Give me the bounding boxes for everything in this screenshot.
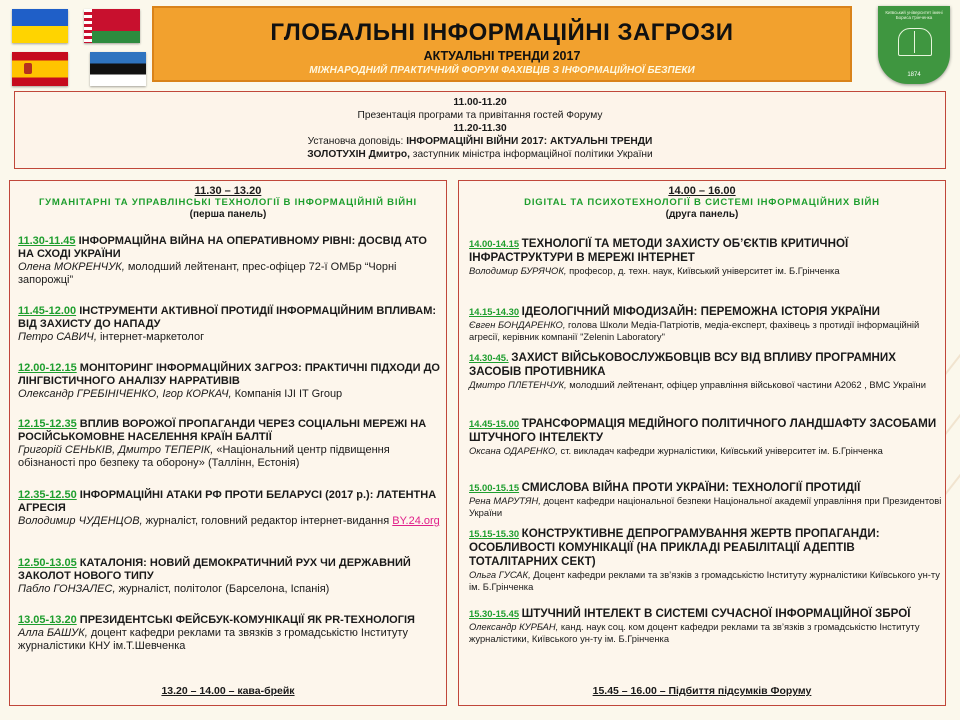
- agenda-role: професор, д. техн. наук, Київський університет ім. Б.Грінченка: [569, 265, 840, 276]
- opening-session: [14, 91, 946, 169]
- agenda-time: 14.45-15.00: [469, 418, 520, 429]
- title-banner: [152, 6, 852, 82]
- agenda-item: [18, 557, 444, 596]
- agenda-time: 14.30-45.: [469, 352, 509, 363]
- agenda-item: [18, 305, 444, 344]
- agenda-item: [469, 481, 943, 519]
- keynote-speaker: [15, 148, 945, 161]
- agenda-title: СМИСЛОВА ВІЙНА ПРОТИ УКРАЇНИ: ТЕХНОЛОГІЇ ПРОТИДІЇ: [521, 481, 861, 494]
- agenda-title: ІДЕОЛОГІЧНИЙ МІФОДИЗАЙН: ПЕРЕМОЖНА ІСТОРІЯ УКРАЇНИ: [521, 305, 881, 318]
- agenda-title: ІНФОРМАЦІЙНА ВІЙНА НА ОПЕРАТИВНОМУ РІВНІ: ДОСВІД АТО НА СХОДІ УКРАЇНИ: [18, 235, 427, 260]
- agenda-item: [18, 418, 444, 470]
- agenda-item: [18, 362, 444, 401]
- agenda-item: [469, 237, 943, 277]
- panel-title: DIGITAL ТА ПСИХОТЕХНОЛОГІЇ В СИСТЕМІ ІНФОРМАЦІЙНИХ ВІЙН: [524, 197, 880, 208]
- keynote-speaker-name: ЗОЛОТУХІН Дмитро,: [307, 149, 410, 160]
- panel-subtitle: (перша панель): [189, 209, 267, 220]
- keynote-speaker-role: заступник міністра інформаційної політики України: [412, 149, 653, 160]
- forum-name: МІЖНАРОДНИЙ ПРАКТИЧНИЙ ФОРУМ ФАХІВЦІВ З ІНФОРМАЦІЙНОЇ БЕЗПЕКИ: [309, 65, 695, 76]
- agenda-author: Євген БОНДАРЕНКО,: [469, 319, 566, 330]
- closing-summary: 15.45 – 16.00 – Підбиття підсумків Форуму: [592, 685, 812, 697]
- agenda-author: Володимир ЧУДЕНЦОВ,: [18, 515, 143, 527]
- agenda-title: ІНСТРУМЕНТИ АКТИВНОЇ ПРОТИДІЇ ІНФОРМАЦІЙНИМ ВПЛИВАМ: ВІД ЗАХИСТУ ДО НАПАДУ: [18, 305, 437, 330]
- agenda-author: Дмитро ПЛЕТЕНЧУК,: [469, 379, 567, 390]
- agenda-author: Олена МОКРЕНЧУК,: [18, 261, 125, 273]
- agenda-time: 12.35-12.50: [18, 489, 77, 501]
- university-logo: [878, 6, 950, 84]
- agenda-time: 11.30-11.45: [18, 235, 76, 247]
- agenda-time: 14.15-14.30: [469, 306, 520, 317]
- agenda-author: Володимир БУРЯЧОК,: [469, 265, 567, 276]
- keynote-prefix: Установча доповідь:: [307, 136, 404, 147]
- agenda-role: журналіст, головний редактор інтернет-видання: [145, 515, 390, 527]
- agenda-author: Ольга ГУСАК,: [469, 569, 531, 580]
- first-panel: [9, 180, 447, 706]
- agenda-time: 15.15-15.30: [469, 528, 520, 539]
- panel-time: 14.00 – 16.00: [668, 185, 736, 197]
- flag-spain-icon: [12, 52, 68, 86]
- agenda-time: 12.50-13.05: [18, 557, 77, 569]
- agenda-item: [469, 305, 943, 343]
- agenda-title: ТЕХНОЛОГІЇ ТА МЕТОДИ ЗАХИСТУ ОБ’ЄКТІВ КРИТИЧНОЇ ІНФРАСТРУКТУРИ В МЕРЕЖІ ІНТЕРНЕТ: [469, 237, 849, 264]
- agenda-role: доцент кафедри національної безпеки Національної академії управління при Президентові України: [469, 495, 942, 518]
- agenda-item: [18, 614, 444, 653]
- agenda-title: ШТУЧНИЙ ІНТЕЛЕКТ В СИСТЕМІ СУЧАСНОЇ ІНФОРМАЦІЙНОЇ ЗБРОЇ: [521, 607, 911, 620]
- agenda-title: ВПЛИВ ВОРОЖОЇ ПРОПАГАНДИ ЧЕРЕЗ СОЦІАЛЬНІ МЕРЕЖІ НА РОСІЙСЬКОМОВНЕ НАСЕЛЕННЯ КРАЇН БАЛТІЇ: [18, 418, 427, 443]
- agenda-role: Доцент кафедри реклами та зв’язків з громадськістю Інституту журналістики Київського ун-ту ім. Б.Грінченка: [469, 569, 940, 592]
- agenda-author: Рена МАРУТЯН,: [469, 495, 541, 506]
- opening-line-1: Презентація програми та привітання гостей Форуму: [357, 110, 603, 121]
- flag-belarus-icon: [84, 9, 140, 43]
- website-link[interactable]: BY.24.org: [392, 515, 440, 527]
- agenda-title: МОНІТОРИНГ ІНФОРМАЦІЙНИХ ЗАГРОЗ: ПРАКТИЧНІ ПІДХОДИ ДО ЛІНГВІСТИЧНОГО АНАЛІЗУ НАРРАТИВІВ: [18, 362, 440, 387]
- second-panel: [458, 180, 946, 706]
- agenda-author: Алла БАШУК,: [18, 627, 88, 639]
- book-icon: [898, 28, 932, 56]
- page-title: ГЛОБАЛЬНІ ІНФОРМАЦІЙНІ ЗАГРОЗИ: [270, 19, 734, 46]
- agenda-time: 12.00-12.15: [18, 362, 77, 374]
- agenda-author: Петро САВИЧ,: [18, 331, 97, 343]
- agenda-role: голова Школи Медіа-Патріотів, медіа-експерт, фахівець з протидії інформаційній агресії, керівник компанії "Zelenin Laboratory": [469, 319, 920, 342]
- panel-time: 11.30 – 13.20: [194, 185, 262, 197]
- opening-time-1: 11.00-11.20: [453, 97, 507, 108]
- panel-title: ГУМАНІТАРНІ ТА УПРАВЛІНСЬКІ ТЕХНОЛОГІЇ В ІНФОРМАЦІЙНІЙ ВІЙНІ: [39, 197, 417, 208]
- agenda-item: [18, 489, 444, 528]
- agenda-author: Олександр ГРЕБІНІЧЕНКО, Ігор КОРКАЧ,: [18, 388, 232, 400]
- agenda-role: журналіст, політолог (Барселона, Іспанія): [118, 583, 330, 595]
- agenda-title: ІНФОРМАЦІЙНІ АТАКИ РФ ПРОТИ БЕЛАРУСІ (2017 р.): ЛАТЕНТНА АГРЕСІЯ: [18, 489, 437, 514]
- agenda-time: 11.45-12.00: [18, 305, 77, 317]
- agenda-item: [18, 235, 444, 287]
- agenda-author: Олександр КУРБАН,: [469, 621, 559, 632]
- keynote-title: ІНФОРМАЦІЙНІ ВІЙНИ 2017: АКТУАЛЬНІ ТРЕНДИ: [406, 136, 653, 147]
- opening-time-2: 11.20-11.30: [453, 123, 507, 134]
- agenda-role: канд. наук соц. ком доцент кафедри реклами та зв’язків з громадськістю Інституту журналістики, Київського ун-ту ім. Б.Грінченка: [469, 621, 920, 644]
- agenda-time: 15.00-15.15: [469, 482, 520, 493]
- agenda-role: Компанія IJI IT Group: [234, 388, 343, 400]
- panel-subtitle: (друга панель): [665, 209, 739, 220]
- agenda-time: 13.05-13.20: [18, 614, 77, 626]
- agenda-item: [469, 417, 943, 457]
- agenda-role: «Національний центр підвищення обізнаності про безпеку та оборону» (Таллінн, Естонія): [18, 444, 390, 469]
- agenda-time: 14.00-14.15: [469, 238, 520, 249]
- agenda-title: ПРЕЗИДЕНТСЬКІ ФЕЙСБУК-КОМУНІКАЦІЇ ЯК PR-ТЕХНОЛОГІЯ: [79, 614, 415, 626]
- agenda-time: 12.15-12.35: [18, 418, 77, 430]
- agenda-role: молодший лейтенант, офіцер управління військової частини А2062 , ВМС України: [569, 379, 926, 390]
- agenda-title: КАТАЛОНІЯ: НОВИЙ ДЕМОКРАТИЧНИЙ РУХ ЧИ ДЕРЖАВНИЙ ЗАКОЛОТ НОВОГО ТИПУ: [18, 557, 411, 582]
- agenda-time: 15.30-15.45: [469, 608, 520, 619]
- agenda-title: ЗАХИСТ ВІЙСЬКОВОСЛУЖБОВЦІВ ВСУ ВІД ВПЛИВУ ПРОГРАМНИХ ЗАСОБІВ ПРОТИВНИКА: [469, 351, 896, 378]
- agenda-item: [469, 607, 943, 645]
- agenda-role: молодший лейтенант, прес-офіцер 72-ї ОМБр “Чорні запорожці”: [18, 261, 397, 286]
- agenda-author: Пабло ГОНЗАЛЕС,: [18, 583, 116, 595]
- agenda-title: ТРАНСФОРМАЦІЯ МЕДІЙНОГО ПОЛІТИЧНОГО ЛАНДШАФТУ ЗАСОБАМИ ШТУЧНОГО ІНТЕЛЕКТУ: [469, 417, 937, 444]
- agenda-role: доцент кафедри реклами та звязків з громадськістю Інституту журналістики КНУ ім.Т.Шевченка: [18, 627, 409, 652]
- agenda-author: Григорій СЕНЬКІВ, Дмитро ТЕПЕРІК,: [18, 444, 214, 456]
- agenda-role: ст. викладач кафедри журналістики, Київський університет ім. Б.Грінченка: [560, 445, 883, 456]
- keynote-line: [15, 135, 945, 148]
- agenda-title: КОНСТРУКТИВНЕ ДЕПРОГРАМУВАННЯ ЖЕРТВ ПРОПАГАНДИ: ОСОБЛИВОСТІ КОМУНІКАЦІЇ (НА ПРИКЛАДІ РЕАБІЛІТАЦІЇ АДЕПТІВ ТОТАЛІТАРНИХ СЕКТ): [469, 527, 880, 568]
- agenda-item: [469, 527, 943, 593]
- agenda-role: інтернет-маркетолог: [99, 331, 205, 343]
- flag-ukraine-icon: [12, 9, 68, 43]
- page-subtitle: АКТУАЛЬНІ ТРЕНДИ 2017: [423, 49, 581, 63]
- logo-year: 1874: [907, 72, 921, 78]
- logo-text: Київський університет імені Бориса Грінченка: [885, 10, 943, 21]
- agenda-item: [469, 351, 943, 391]
- coffee-break: 13.20 – 14.00 – кава-брейк: [161, 685, 295, 697]
- agenda-author: Оксана ОДАРЕНКО,: [469, 445, 558, 456]
- flag-estonia-icon: [90, 52, 146, 86]
